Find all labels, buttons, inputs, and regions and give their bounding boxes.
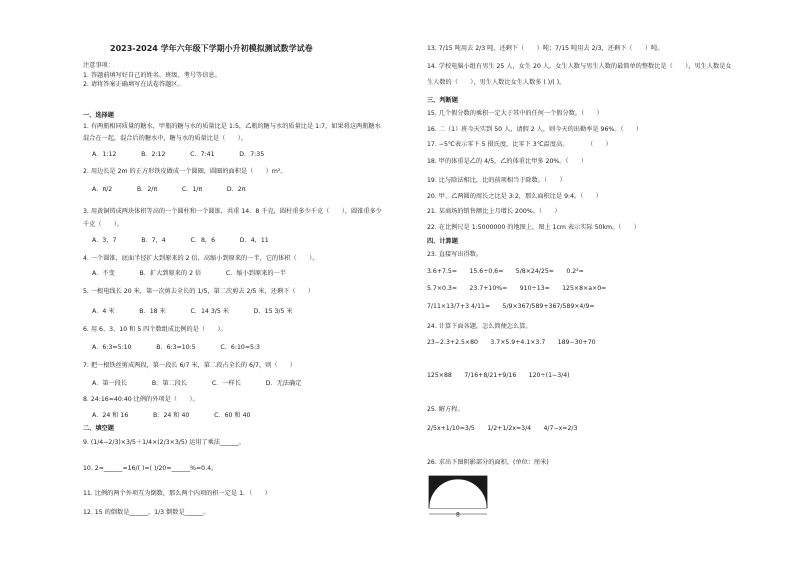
question-line: 18. 甲的体重是乙的 4/5，乙的体重比甲多 20%。（ ） [427, 158, 588, 165]
question-line: 10. 2=______=16/( )=( )/20=______%=0.4。 [83, 465, 218, 472]
question-line: 12. 15 的倒数是______，1/3 倒数是______。 [83, 509, 210, 516]
question-line: 14. 学校电脑小组有男生 25 人，女生 20 人。女生人数与男生人数的最简单的整数比是（ ），男生人数是女 [427, 63, 732, 70]
question-line: 7. 把一根铁丝剪成两段，第一段长 6/7 米，第二段占全长的 6/7，则（ ） [83, 362, 297, 369]
option-line: A．24 和 16 B．24 和 40 C．60 和 40 [92, 412, 251, 419]
question-line: 11. 比例的两个外项互为倒数，那么两个内项的积一定是 1．（ ） [83, 490, 271, 497]
notice-item-1: 1. 答题前填写好自己的姓名、班级、考号等信息。 [83, 72, 221, 79]
option-line: A．第一段长 B．第二段长 C．一样长 D．无法确定 [92, 380, 302, 387]
calc-line: 125×88 7/16+8/21+9/16 120÷(1−3/4) [427, 372, 570, 379]
question-line: 21. 某商场的销售额比上月增长 200%。（ ） [427, 208, 561, 215]
question-line: 20. 甲、乙两圆的周长之比是 3:2，那么面积比是 9:4。（ ） [427, 193, 602, 200]
option-line: A．不变 B．扩大到原来的 2 倍 C．缩小到原来的一半 [92, 270, 286, 277]
calc-line: 23−2.3+2.5×80 3.7×5.9+4.1×3.7 189−30+70 [427, 339, 596, 346]
question-line: 13. 7/15 吨用去 2/3 吨，还剩下（ ）吨；7/15 吨用去 2/3，还剩下（ ）吨。 [427, 45, 664, 52]
option-line: A．3，7 B．7，4 C．8，6 D．4，11 [92, 237, 269, 244]
section-calc: 四、计算题 [427, 238, 458, 245]
question-line: 17. −5℃表示零下 5 摄氏度，比零下 3℃温度高。 （ ） [427, 141, 612, 148]
question-line: 16. 二（1）班今天实到 50 人，请假 2 人，则今天的出勤率是 96%。（ ） [427, 126, 643, 133]
question-line: 3. 用黄铜铸成两块体积等高的一个圆柱和一个圆锥，共重 14．8 千克，圆柱重多少千克（ ），圆锥重多少 [83, 208, 382, 215]
question-line: 22. 在比例尺是 1:5000000 的地图上，图上 1cm 表示实际 50km。（ ） [427, 224, 640, 231]
question-line: 23. 直接写出得数。 [427, 251, 483, 258]
question-line: 生人数的（ ），男生人数比女生人数多 ( )/( )。 [427, 79, 566, 86]
calc-line: 5.7×0.3= 23.7+10%= 910÷13= 125×8×a×0= [427, 285, 607, 292]
option-line: A．1:12 B．2:12 C．7:41 D．7:35 [92, 151, 265, 158]
option-line: A．π/2 B．2/π C．1/π D．2π [92, 186, 246, 193]
section-judge: 三、判断题 [427, 97, 458, 104]
question-line: 4. 一个圆锥，底面半径扩大到原来的 2 倍，高缩小到原来的一半，它的体积（ ）。 [83, 255, 319, 262]
shaded-semicircle-figure [428, 474, 488, 518]
section-choice: 一、选择题 [83, 112, 114, 119]
question-line: 24. 计算下面各题，怎么简便怎么算。 [427, 323, 532, 330]
question-line: 25. 解方程。 [427, 406, 464, 413]
calc-line: 2/5x+1/10=3/5 1/2+1/2x=3/4 4/7−x=2/3 [427, 425, 578, 432]
notice-heading: 注意事项： [83, 62, 114, 69]
option-line: A．4 米 B．18 米 C．14 3/5 米 D．15 3/5 米 [92, 308, 293, 315]
question-line: 26. 求出下图阴影部分的面积。(单位：厘米) [427, 459, 549, 466]
question-line: 2. 用边长是 2m 的正方形铁皮做成一个圆圈，圆圈的面积是（ ）m²。 [83, 168, 287, 175]
question-line: 9. (1/4−2/3)×3/5＋1/4×(2/3×3/5) 运用了乘法______。 [83, 439, 245, 446]
section-fill: 二、填空题 [83, 425, 114, 432]
question-line: 5. 一根电线长 20 米，第一次剪去全长的 1/5，第二次剪去 2/5 米，还剩下（ ） [83, 288, 315, 295]
question-line: 混合在一起，混合后的糖水中，糖与水的质量比是（ ）。 [83, 135, 247, 142]
question-line: 6. 用 6、3、10 和 5 四个数组成比例的是（ ）。 [83, 326, 227, 333]
calc-line: 3.6+7.5= 15.6÷0.6= 5/8×24/25= 0.2²= [427, 268, 584, 275]
question-line: 1. 有两瓶相同质量的糖水，甲瓶的糖与水的质量比是 1:5，乙瓶的糖与水的质量比是 1:7，如果将这两瓶糖水 [83, 123, 381, 130]
option-line: A．6:3=5:10 B．6:3=10:5 C．6:10=5:3 [92, 344, 260, 351]
question-line: 千克（ ）。 [83, 221, 124, 228]
notice-item-2: 2. 请将答案正确填写在试卷答题区。 [83, 81, 184, 88]
question-line: 15. 几个假分数的乘积一定大于其中的任何一个假分数。（ ） [427, 110, 603, 117]
dimension-label: 8 [456, 511, 460, 518]
question-line: 8. 24:16=40:40 比例的外项是（ ）。 [83, 396, 199, 403]
page-title: 2023-2024 学年六年级下学期小升初模拟测试数学试卷 [110, 44, 313, 53]
calc-line: 7/11×13/7+3 4/11= 5/9×367/589+367/589×4/9= [427, 303, 595, 310]
question-line: 19. 比与除法相比，比的前项相当于除数。（ ） [427, 177, 566, 184]
